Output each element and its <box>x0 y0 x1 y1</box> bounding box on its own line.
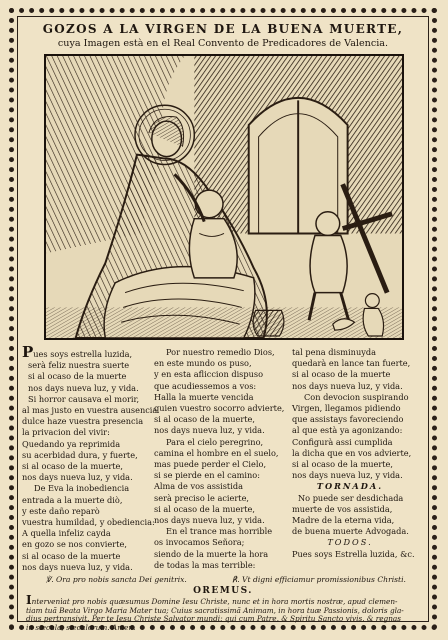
verse-line: en este mundo os puso, <box>154 358 252 369</box>
verse-column-middle <box>154 347 286 571</box>
verse-line: si al ocaso de la muerte, <box>292 459 393 470</box>
verse-line: entrada a la muerte diò, <box>22 494 123 505</box>
verse-line: serà feliz nuestra suerte <box>28 360 130 371</box>
verse-line: Madre de la eterna vida, <box>292 515 395 526</box>
verse-line: nos days nueva luz, y vida. <box>22 472 133 483</box>
verse-line: al mas justo en vuestra ausencia <box>22 405 158 416</box>
prayer-line: dius pertransivit. Per te Iesu Christe Salvator mundi; qui cum Patre, & Spiritu Sancto vivis, & regnas <box>26 614 401 624</box>
verse-line: si al ocaso de la muerte <box>22 550 121 561</box>
verse-line: si al ocaso de la muerte, <box>154 414 255 425</box>
verse-line: Con devocion suspirando <box>304 391 409 402</box>
tornada-heading: TORNADA. <box>316 481 384 492</box>
oremus-heading: OREMUS. <box>193 586 253 596</box>
verse-line: que acudiessemos a vos: <box>154 380 257 391</box>
verse-line: nos days nueva luz, y vida. <box>154 425 265 436</box>
verse-line: muerte de vos assistida, <box>292 503 393 514</box>
versicle: ℣. Ora pro nobis sancta Dei genitrix. <box>46 575 187 584</box>
verse-line: Halla la muerte vencida <box>154 391 254 402</box>
verse-line: serà preciso le acierte, <box>154 492 250 503</box>
verse-line: Quedando ya reprimida <box>22 438 121 449</box>
verse-line: vuestra humildad, y obediencia: <box>22 517 155 528</box>
verse-line: nos days nueva luz, y vida. <box>22 561 133 572</box>
verse-line: de buena muerte Advogada. <box>292 526 409 537</box>
verse-line: nos days nueva luz, y vida. <box>154 515 265 526</box>
verse-line: Para el cielo peregrino, <box>166 436 264 447</box>
verse-line: al que està ya agonizando: <box>292 425 403 436</box>
verse-line: quien vuestro socorro advierte, <box>154 403 285 414</box>
prayer-line: Intervenìat pro nobis quæsumus Domine Iesu Christe, nunc et in hora mortis nostræ, apud clemen- <box>26 593 398 607</box>
verse-line: su acerbidad dura, y fuerte, <box>22 449 138 460</box>
woodcut-illustration <box>46 56 402 338</box>
prayer-line: in sæcula, sæculorum. Amen. <box>26 622 136 632</box>
prayer-line: tiam tuã Beata Virgo Maria Mater tua; Cuius sacratissimã Animam, in hora tuæ Passionis, doloris gla- <box>26 605 404 615</box>
verse-line: Por nuestro remedio Dios, <box>166 347 275 357</box>
verse-line: Si horror causava el morir, <box>28 393 140 404</box>
virgin-and-child-woodcut <box>44 54 404 340</box>
verse-line: nos days nueva luz, y vida. <box>292 470 403 481</box>
verse-line: de todas la mas terrible: <box>154 559 256 570</box>
verse-line: mas puede perder el Cielo, <box>154 459 267 470</box>
verse-line: Alma de vos assistida <box>154 481 243 492</box>
verse-line: nos days nueva luz, y vida. <box>28 382 139 393</box>
drop-cap: I <box>26 593 32 607</box>
verse-line: si al ocaso de la muerte, <box>22 461 123 472</box>
verse-line: dulce haze vuestra presencia <box>22 416 144 427</box>
verse-line: Virgen, llegamos pidiendo <box>292 403 401 414</box>
oremus-prayer <box>26 593 422 632</box>
verse-line: A quella infeliz cayda <box>22 528 111 539</box>
verse-line: si al ocaso de la muerte <box>28 371 127 382</box>
verse-column-left <box>22 343 158 573</box>
verse-line: os invocamos Señora; <box>154 537 245 548</box>
verse-line: y en esta afliccion dispuso <box>154 369 264 380</box>
verse-line: De Eva la inobediencia <box>34 483 130 494</box>
verse-line: Configurà assi cumplida <box>292 436 393 447</box>
drop-cap: P <box>22 343 34 361</box>
verse-line: En el trance mas horrible <box>166 526 273 537</box>
verse-line: la dicha que en vos advierte, <box>292 447 412 458</box>
verse-line: No puede ser desdichada <box>298 492 404 503</box>
verse-line: nos days nueva luz, y vida. <box>292 380 403 391</box>
verse-line: Pues soys Estrella luzida, &c. <box>292 548 415 559</box>
verse-line: camina el hombre en el suelo, <box>154 447 279 458</box>
verse-line: en gozo se nos convierte, <box>22 539 127 550</box>
response: ℟. Vt digni efficiamur promissionibus Christi. <box>232 575 406 584</box>
todos-heading: TODOS. <box>327 537 373 548</box>
verse-line: la privacion del vivir: <box>22 427 110 438</box>
verse-column-right <box>292 347 424 560</box>
verse-line: si se pierde en el camino: <box>154 470 260 481</box>
verse-line: si al ocaso de la muerte, <box>154 503 255 514</box>
page-subtitle: cuya Imagen està en el Real Convento de Predicadores de Valencia. <box>57 38 389 49</box>
verse-line: que assistays favoreciendo <box>292 414 404 425</box>
verse-line: quedarà en lance tan fuerte, <box>292 358 411 369</box>
verse-line: si al ocaso de la muerte <box>292 369 391 380</box>
verse-line: tal pena disminuyda <box>292 347 376 357</box>
verse-line: siendo de la muerte la hora <box>154 548 269 559</box>
page-title: GOZOS A LA VIRGEN DE LA BUENA MUERTE, <box>42 22 404 36</box>
verse-line: Pues soys estrella luzida, <box>22 343 133 361</box>
verse-line: y este daño reparò <box>22 505 100 516</box>
